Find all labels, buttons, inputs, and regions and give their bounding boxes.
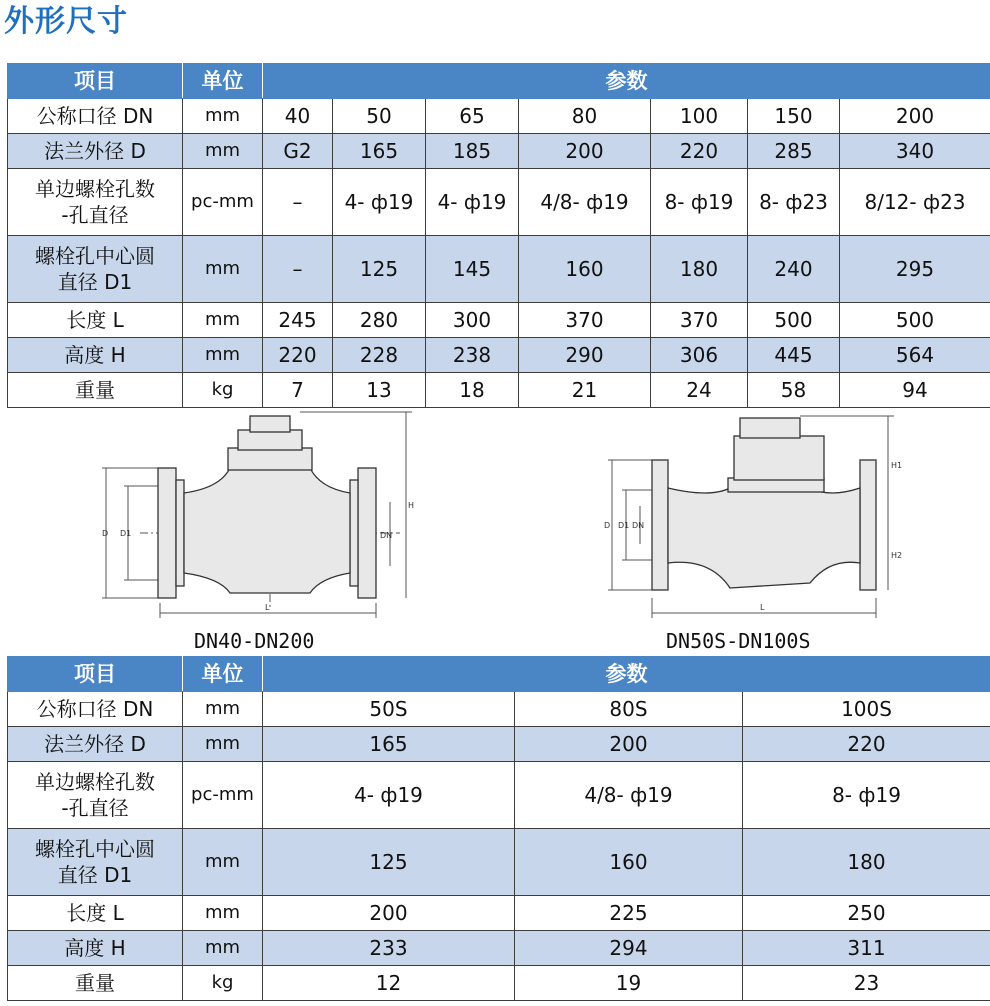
meter-drawing-dn50s-dn100s xyxy=(600,408,910,626)
value-cell: 200 xyxy=(840,99,990,134)
unit-cell: mm xyxy=(183,338,263,373)
value-cell: 8- ф19 xyxy=(651,169,748,236)
header-cell: 单位 xyxy=(183,657,263,692)
label-l: L xyxy=(265,603,270,612)
item-cell: 重量 xyxy=(8,373,183,408)
table-row xyxy=(8,931,990,966)
label-d: D xyxy=(102,529,109,538)
value-cell: 125 xyxy=(263,829,515,896)
value-cell: 311 xyxy=(743,931,990,966)
table-row xyxy=(8,966,990,1001)
value-cell: 125 xyxy=(333,236,426,303)
table-row xyxy=(8,169,990,236)
item-cell: 法兰外径 D xyxy=(8,727,183,762)
label-d: D xyxy=(604,521,611,530)
value-cell: 200 xyxy=(515,727,743,762)
unit-cell: mm xyxy=(183,692,263,727)
value-cell: 295 xyxy=(840,236,990,303)
value-cell: 165 xyxy=(263,727,515,762)
value-cell: 165 xyxy=(333,134,426,169)
label-l: L xyxy=(760,603,765,612)
item-cell: 单边螺栓孔数 -孔直径 xyxy=(8,169,183,236)
item-cell: 公称口径 DN xyxy=(8,692,183,727)
value-cell: – xyxy=(263,236,333,303)
value-cell: 150 xyxy=(748,99,840,134)
spec-table-standard xyxy=(7,63,990,408)
table-row xyxy=(8,373,990,408)
value-cell: 185 xyxy=(426,134,519,169)
table-row xyxy=(8,692,990,727)
unit-cell: pc-mm xyxy=(183,169,263,236)
label-dn: DN xyxy=(632,521,645,530)
item-cell: 长度 L xyxy=(8,896,183,931)
value-cell: 23 xyxy=(743,966,990,1001)
header-cell: 参数 xyxy=(263,657,990,692)
value-cell: 4- ф19 xyxy=(333,169,426,236)
caption-dn50s-dn100s: DN50S-DN100S xyxy=(666,629,811,653)
value-cell: 200 xyxy=(519,134,651,169)
header-cell: 单位 xyxy=(183,64,263,99)
value-cell: 564 xyxy=(840,338,990,373)
header-cell: 项目 xyxy=(8,657,183,692)
value-cell: 340 xyxy=(840,134,990,169)
value-cell: G2 xyxy=(263,134,333,169)
value-cell: 160 xyxy=(515,829,743,896)
item-cell: 公称口径 DN xyxy=(8,99,183,134)
value-cell: 280 xyxy=(333,303,426,338)
spec-table-s-series xyxy=(7,656,990,1001)
value-cell: 21 xyxy=(519,373,651,408)
value-cell: 245 xyxy=(263,303,333,338)
value-cell: 445 xyxy=(748,338,840,373)
unit-cell: kg xyxy=(183,373,263,408)
value-cell: 19 xyxy=(515,966,743,1001)
value-cell: 180 xyxy=(651,236,748,303)
value-cell: 225 xyxy=(515,896,743,931)
value-cell: 4- ф19 xyxy=(263,762,515,829)
value-cell: 80 xyxy=(519,99,651,134)
value-cell: 500 xyxy=(840,303,990,338)
value-cell: 180 xyxy=(743,829,990,896)
value-cell: 80S xyxy=(515,692,743,727)
item-cell: 重量 xyxy=(8,966,183,1001)
page-title: 外形尺寸 xyxy=(4,4,128,39)
header-cell: 参数 xyxy=(263,64,990,99)
value-cell: 290 xyxy=(519,338,651,373)
value-cell: 40 xyxy=(263,99,333,134)
value-cell: 94 xyxy=(840,373,990,408)
item-cell: 单边螺栓孔数 -孔直径 xyxy=(8,762,183,829)
dimension-drawings xyxy=(0,408,990,656)
label-h: H xyxy=(408,501,415,510)
value-cell: 50S xyxy=(263,692,515,727)
value-cell: – xyxy=(263,169,333,236)
unit-cell: mm xyxy=(183,727,263,762)
value-cell: 233 xyxy=(263,931,515,966)
value-cell: 240 xyxy=(748,236,840,303)
value-cell: 58 xyxy=(748,373,840,408)
unit-cell: mm xyxy=(183,236,263,303)
label-d1: D1 xyxy=(120,529,132,538)
value-cell: 13 xyxy=(333,373,426,408)
value-cell: 306 xyxy=(651,338,748,373)
value-cell: 65 xyxy=(426,99,519,134)
table-row xyxy=(8,829,990,896)
table-row xyxy=(8,134,990,169)
value-cell: 24 xyxy=(651,373,748,408)
table-row xyxy=(8,99,990,134)
value-cell: 220 xyxy=(263,338,333,373)
caption-dn40-dn200: DN40-DN200 xyxy=(194,629,315,653)
table-row xyxy=(8,762,990,829)
unit-cell: mm xyxy=(183,303,263,338)
item-cell: 高度 H xyxy=(8,338,183,373)
value-cell: 4/8- ф19 xyxy=(515,762,743,829)
unit-cell: mm xyxy=(183,896,263,931)
value-cell: 220 xyxy=(651,134,748,169)
value-cell: 4- ф19 xyxy=(426,169,519,236)
value-cell: 145 xyxy=(426,236,519,303)
table-row xyxy=(8,727,990,762)
header-cell: 项目 xyxy=(8,64,183,99)
value-cell: 8- ф19 xyxy=(743,762,990,829)
value-cell: 285 xyxy=(748,134,840,169)
label-h2: H2 xyxy=(891,551,903,560)
value-cell: 100S xyxy=(743,692,990,727)
value-cell: 250 xyxy=(743,896,990,931)
label-d1: D1 xyxy=(618,521,630,530)
table-row xyxy=(8,896,990,931)
item-cell: 长度 L xyxy=(8,303,183,338)
item-cell: 高度 H xyxy=(8,931,183,966)
value-cell: 300 xyxy=(426,303,519,338)
unit-cell: mm xyxy=(183,134,263,169)
value-cell: 370 xyxy=(519,303,651,338)
item-cell: 法兰外径 D xyxy=(8,134,183,169)
table-row xyxy=(8,338,990,373)
unit-cell: mm xyxy=(183,931,263,966)
value-cell: 50 xyxy=(333,99,426,134)
meter-drawing-dn40-dn200 xyxy=(100,408,430,626)
value-cell: 160 xyxy=(519,236,651,303)
unit-cell: mm xyxy=(183,829,263,896)
label-dn: DN xyxy=(380,531,393,540)
value-cell: 8- ф23 xyxy=(748,169,840,236)
item-cell: 螺栓孔中心圆 直径 D1 xyxy=(8,236,183,303)
value-cell: 18 xyxy=(426,373,519,408)
value-cell: 238 xyxy=(426,338,519,373)
unit-cell: kg xyxy=(183,966,263,1001)
unit-cell: mm xyxy=(183,99,263,134)
value-cell: 8/12- ф23 xyxy=(840,169,990,236)
value-cell: 294 xyxy=(515,931,743,966)
value-cell: 370 xyxy=(651,303,748,338)
value-cell: 200 xyxy=(263,896,515,931)
value-cell: 228 xyxy=(333,338,426,373)
value-cell: 12 xyxy=(263,966,515,1001)
value-cell: 4/8- ф19 xyxy=(519,169,651,236)
unit-cell: pc-mm xyxy=(183,762,263,829)
value-cell: 500 xyxy=(748,303,840,338)
table-row xyxy=(8,236,990,303)
label-h1: H1 xyxy=(891,461,903,470)
value-cell: 7 xyxy=(263,373,333,408)
item-cell: 螺栓孔中心圆 直径 D1 xyxy=(8,829,183,896)
value-cell: 100 xyxy=(651,99,748,134)
value-cell: 220 xyxy=(743,727,990,762)
table-row xyxy=(8,303,990,338)
